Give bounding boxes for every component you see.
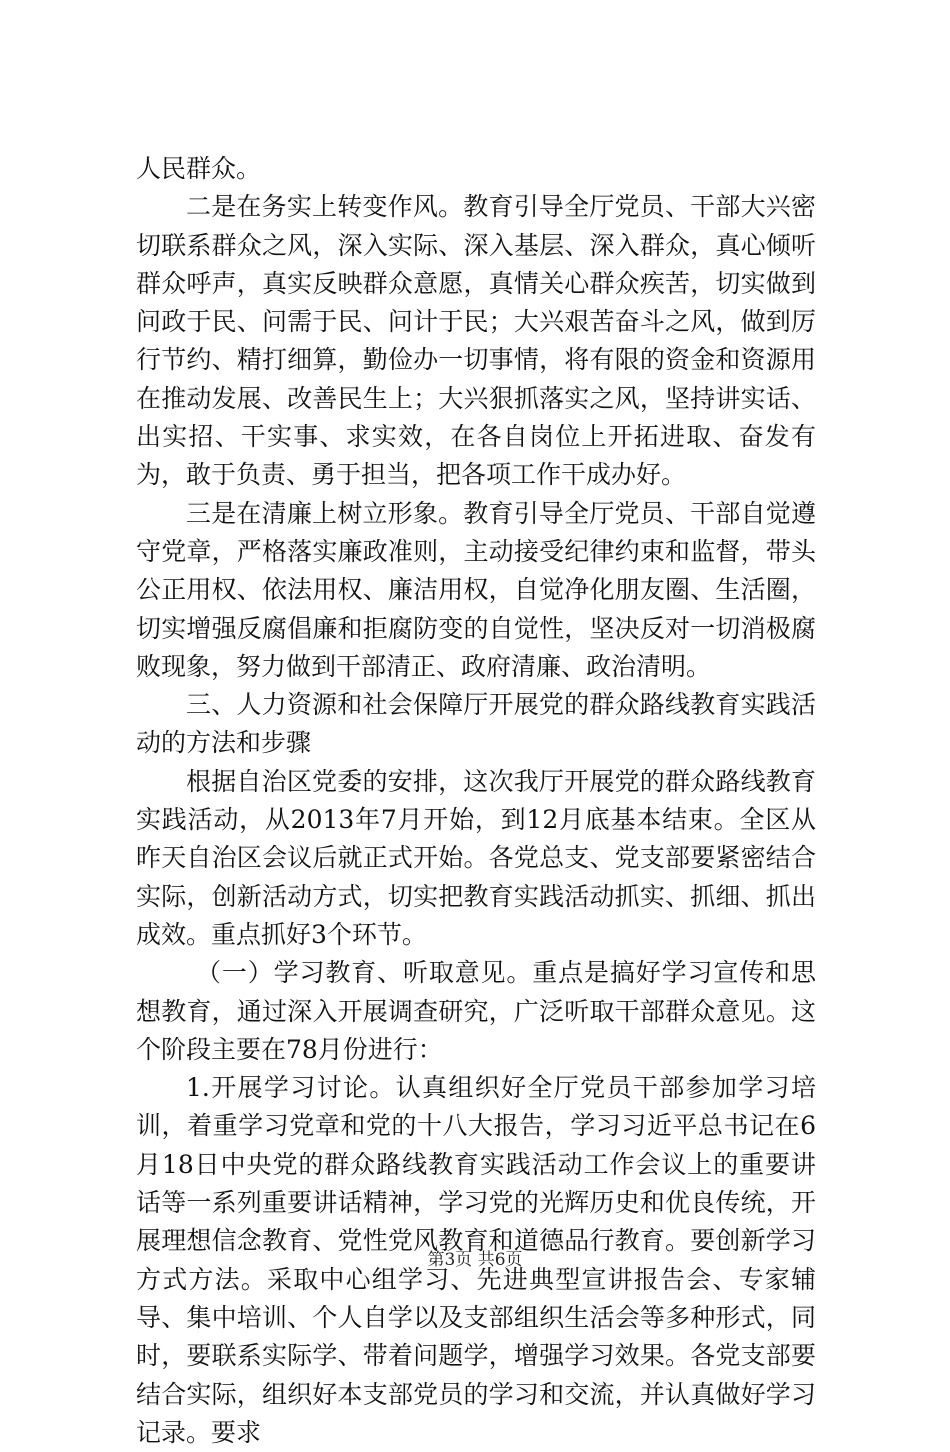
- paragraph-integrity: 三是在清廉上树立形象。教育引导全厅党员、干部自觉遵守党章，严格落实廉政准则，主动接受纪律约束和监督，带头公正用权、依法用权、廉洁用权，自觉净化朋友圈、生活圈，切实增强反腐倡廉和拒腐防变的自觉性，坚决反对一切消极腐败现象，努力做到干部清正、政府清廉、政治清明。: [136, 498, 816, 681]
- paragraph-study-discussion: 1.开展学习讨论。认真组织好全厅党员干部参加学习培训，着重学习党章和党的十八大报告，学习习近平总书记在6月18日中央党的群众路线教育实践活动工作会议上的重要讲话等一系列重要讲话精神，学习党的光辉历史和优良传统，开展理想信念教育、党性党风教育和道德品行教育。要创新学习方式方法。采取中心组学习、先进典型宣讲报告会、专家辅导、集中培训、个人自学以及支部组织生活会等多种形式，同时，要联系实际学、带着问题学，增强学习效果。各党支部要结合实际，组织好本支部党员的学习和交流，并认真做好学习记录。要求: [136, 1073, 816, 1447]
- paragraph-work-style: 二是在务实上转变作风。教育引导全厅党员、干部大兴密切联系群众之风，深入实际、深入基层、深入群众，真心倾听群众呼声，真实反映群众意愿，真情关心群众疾苦，切实做到问政于民、问需于民、问计于民；大兴艰苦奋斗之风，做到厉行节约、精打细算，勤俭办一切事情，将有限的资金和资源用在推动发展、改善民生上；大兴狠抓落实之风，坚持讲实话、出实招、干实事、求实效，在各自岗位上开拓进取、奋发有为，敢于负责、勇于担当，把各项工作干成办好。: [136, 192, 816, 490]
- page-number-footer: 第3页 共6页: [427, 1250, 523, 1270]
- subsection-heading-study: （一）学习教育、听取意见。重点是搞好学习宣传和思想教育，通过深入开展调查研究，广泛听取干部群众意见。这个阶段主要在78月份进行：: [136, 958, 816, 1064]
- section-heading-methods: 三、人力资源和社会保障厅开展党的群众路线教育实践活动的方法和步骤: [136, 690, 816, 758]
- paragraph-continuation: 人民群众。: [136, 154, 262, 183]
- paragraph-arrangement: 根据自治区党委的安排，这次我厅开展党的群众路线教育实践活动，从2013年7月开始，到12月底基本结束。全区从昨天自治区会议后就正式开始。各党总支、党支部要紧密结合实际，创新活动方式，切实把教育实践活动抓实、抓细、抓出成效。重点抓好3个环节。: [136, 766, 816, 949]
